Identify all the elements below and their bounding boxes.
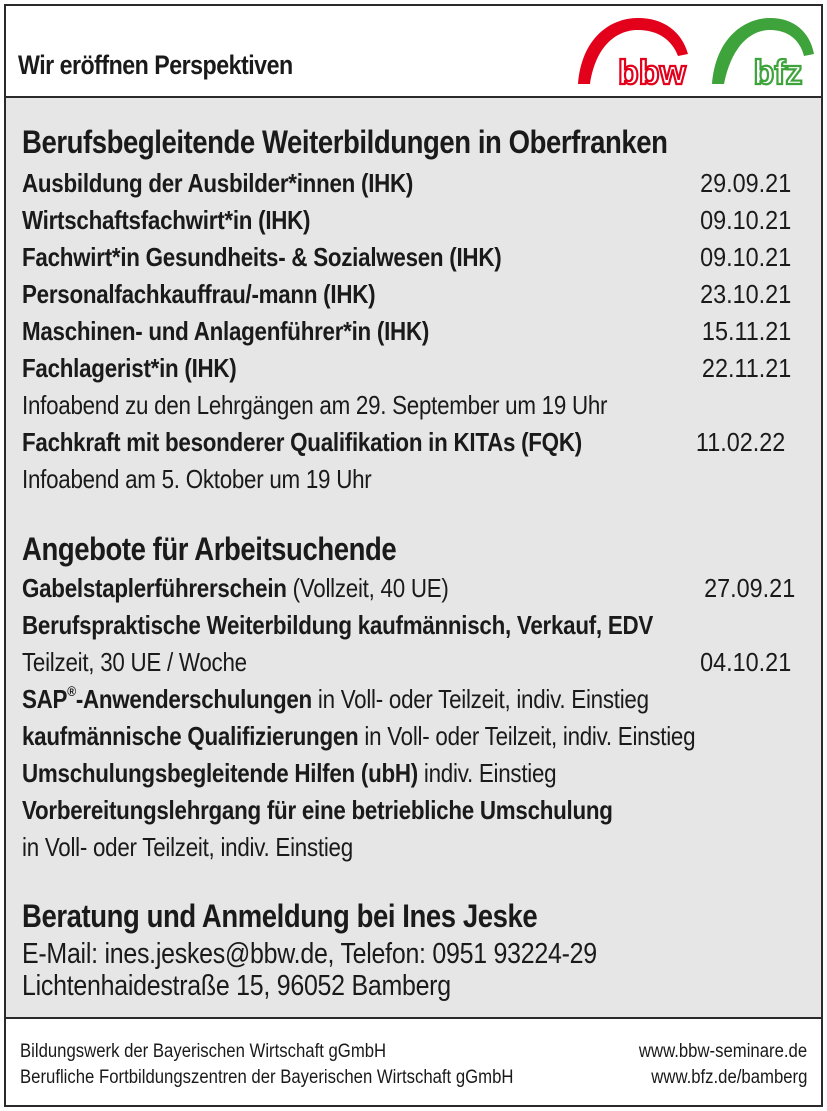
course-date: 22.11.21 [701, 353, 791, 383]
kita-course-row [22, 427, 785, 457]
advertisement [4, 4, 823, 1107]
section3-title-row [22, 898, 791, 934]
address-row [22, 970, 791, 1002]
section3-title: Beratung und Anmeldung bei Ines Jeske [22, 898, 538, 934]
course-name: Fachlagerist*in (IHK) [22, 353, 237, 383]
prep-detail: in Voll- oder Teilzeit, indiv. Einstieg [22, 832, 353, 862]
bbw-logo-text: bbw [618, 54, 686, 92]
course-row [22, 353, 791, 383]
section2-title-row [22, 531, 791, 567]
bbw-logo [568, 14, 694, 92]
ubh-row [22, 758, 791, 788]
info-evening-2 [22, 464, 791, 494]
practical-row [22, 610, 791, 640]
sap-row [22, 684, 791, 714]
practical-detail-row [22, 647, 791, 677]
info-evening-text: Infoabend am 5. Oktober um 19 Uhr [22, 464, 372, 494]
practical-name: Berufspraktische Weiterbildung kaufmännisch, Verkauf, EDV [22, 610, 654, 640]
course-date: 29.09.21 [699, 168, 791, 198]
practical-date: 04.10.21 [699, 647, 791, 677]
ubh-detail: indiv. Einstieg [417, 758, 557, 788]
info-evening-text: Infoabend zu den Lehrgängen am 29. September um 19 Uhr [22, 390, 608, 420]
course-row [22, 242, 791, 272]
course-date: 23.10.21 [699, 279, 791, 309]
address: Lichtenhaidestraße 15, 96052 Bamberg [22, 970, 451, 1002]
footer-url-bfz[interactable]: www.bfz.de/bamberg [650, 1067, 807, 1088]
bfz-logo [706, 14, 818, 92]
practical-detail: Teilzeit, 30 UE / Woche [22, 647, 247, 677]
content [6, 98, 821, 1020]
course-date: 09.10.21 [699, 205, 791, 235]
course-row [22, 316, 791, 346]
course-row [22, 279, 791, 309]
course-date: 09.10.21 [699, 242, 791, 272]
tagline: Wir eröffnen Perspektiven [18, 50, 293, 80]
contact-line: E-Mail: ines.jeskes@bbw.de, Telefon: 0951 93224-29 [22, 938, 597, 970]
prep-detail-row [22, 832, 791, 862]
footer-org-bfz: Berufliche Fortbildungszentren der Bayerischen Wirtschaft gGmbH [20, 1067, 514, 1088]
section2-title: Angebote für Arbeitsuchende [22, 531, 397, 567]
course-name: Personalfachkauffrau/-mann (IHK) [22, 279, 376, 309]
commercial-name: kaufmännische Qualifizierungen [22, 721, 359, 751]
prep-row [22, 795, 791, 825]
section1-title: Berufsbegleitende Weiterbildungen in Oberfranken [22, 124, 668, 160]
ubh-name: Umschulungsbegleitende Hilfen (ubH) [22, 758, 418, 788]
commercial-row [22, 721, 791, 751]
bfz-logo-text: bfz [753, 54, 803, 92]
course-row [22, 168, 791, 198]
forklift-row [22, 573, 795, 603]
section1-title-row [22, 124, 791, 160]
kita-course-date: 11.02.22 [695, 427, 785, 457]
sap-name: SAP®-Anwenderschulungen [22, 683, 312, 714]
kita-course-name: Fachkraft mit besonderer Qualifikation in KITAs (FQK) [22, 427, 582, 457]
prep-name: Vorbereitungslehrgang für eine betriebliche Umschulung [22, 795, 613, 825]
footer [6, 1017, 821, 1105]
header [6, 6, 821, 98]
course-date: 15.11.21 [701, 316, 791, 346]
forklift-name: Gabelstaplerführerschein [22, 573, 287, 603]
footer-row-bfz [20, 1067, 807, 1089]
forklift-date: 27.09.21 [703, 573, 795, 603]
footer-row-bbw [20, 1041, 807, 1063]
sap-detail: in Voll- oder Teilzeit, indiv. Einstieg [311, 684, 649, 714]
forklift-detail: (Vollzeit, 40 UE) [286, 573, 449, 603]
course-name: Maschinen- und Anlagenführer*in (IHK) [22, 316, 430, 346]
course-name: Wirtschaftsfachwirt*in (IHK) [22, 205, 311, 235]
commercial-detail: in Voll- oder Teilzeit, indiv. Einstieg [358, 721, 696, 751]
course-name: Fachwirt*in Gesundheits- & Sozialwesen (IHK) [22, 242, 502, 272]
course-name: Ausbildung der Ausbilder*innen (IHK) [22, 168, 414, 198]
footer-url-bbw[interactable]: www.bbw-seminare.de [638, 1041, 807, 1062]
contact-row [22, 938, 791, 970]
footer-org-bbw: Bildungswerk der Bayerischen Wirtschaft gGmbH [20, 1041, 387, 1062]
info-evening-1 [22, 390, 791, 420]
course-row [22, 205, 791, 235]
